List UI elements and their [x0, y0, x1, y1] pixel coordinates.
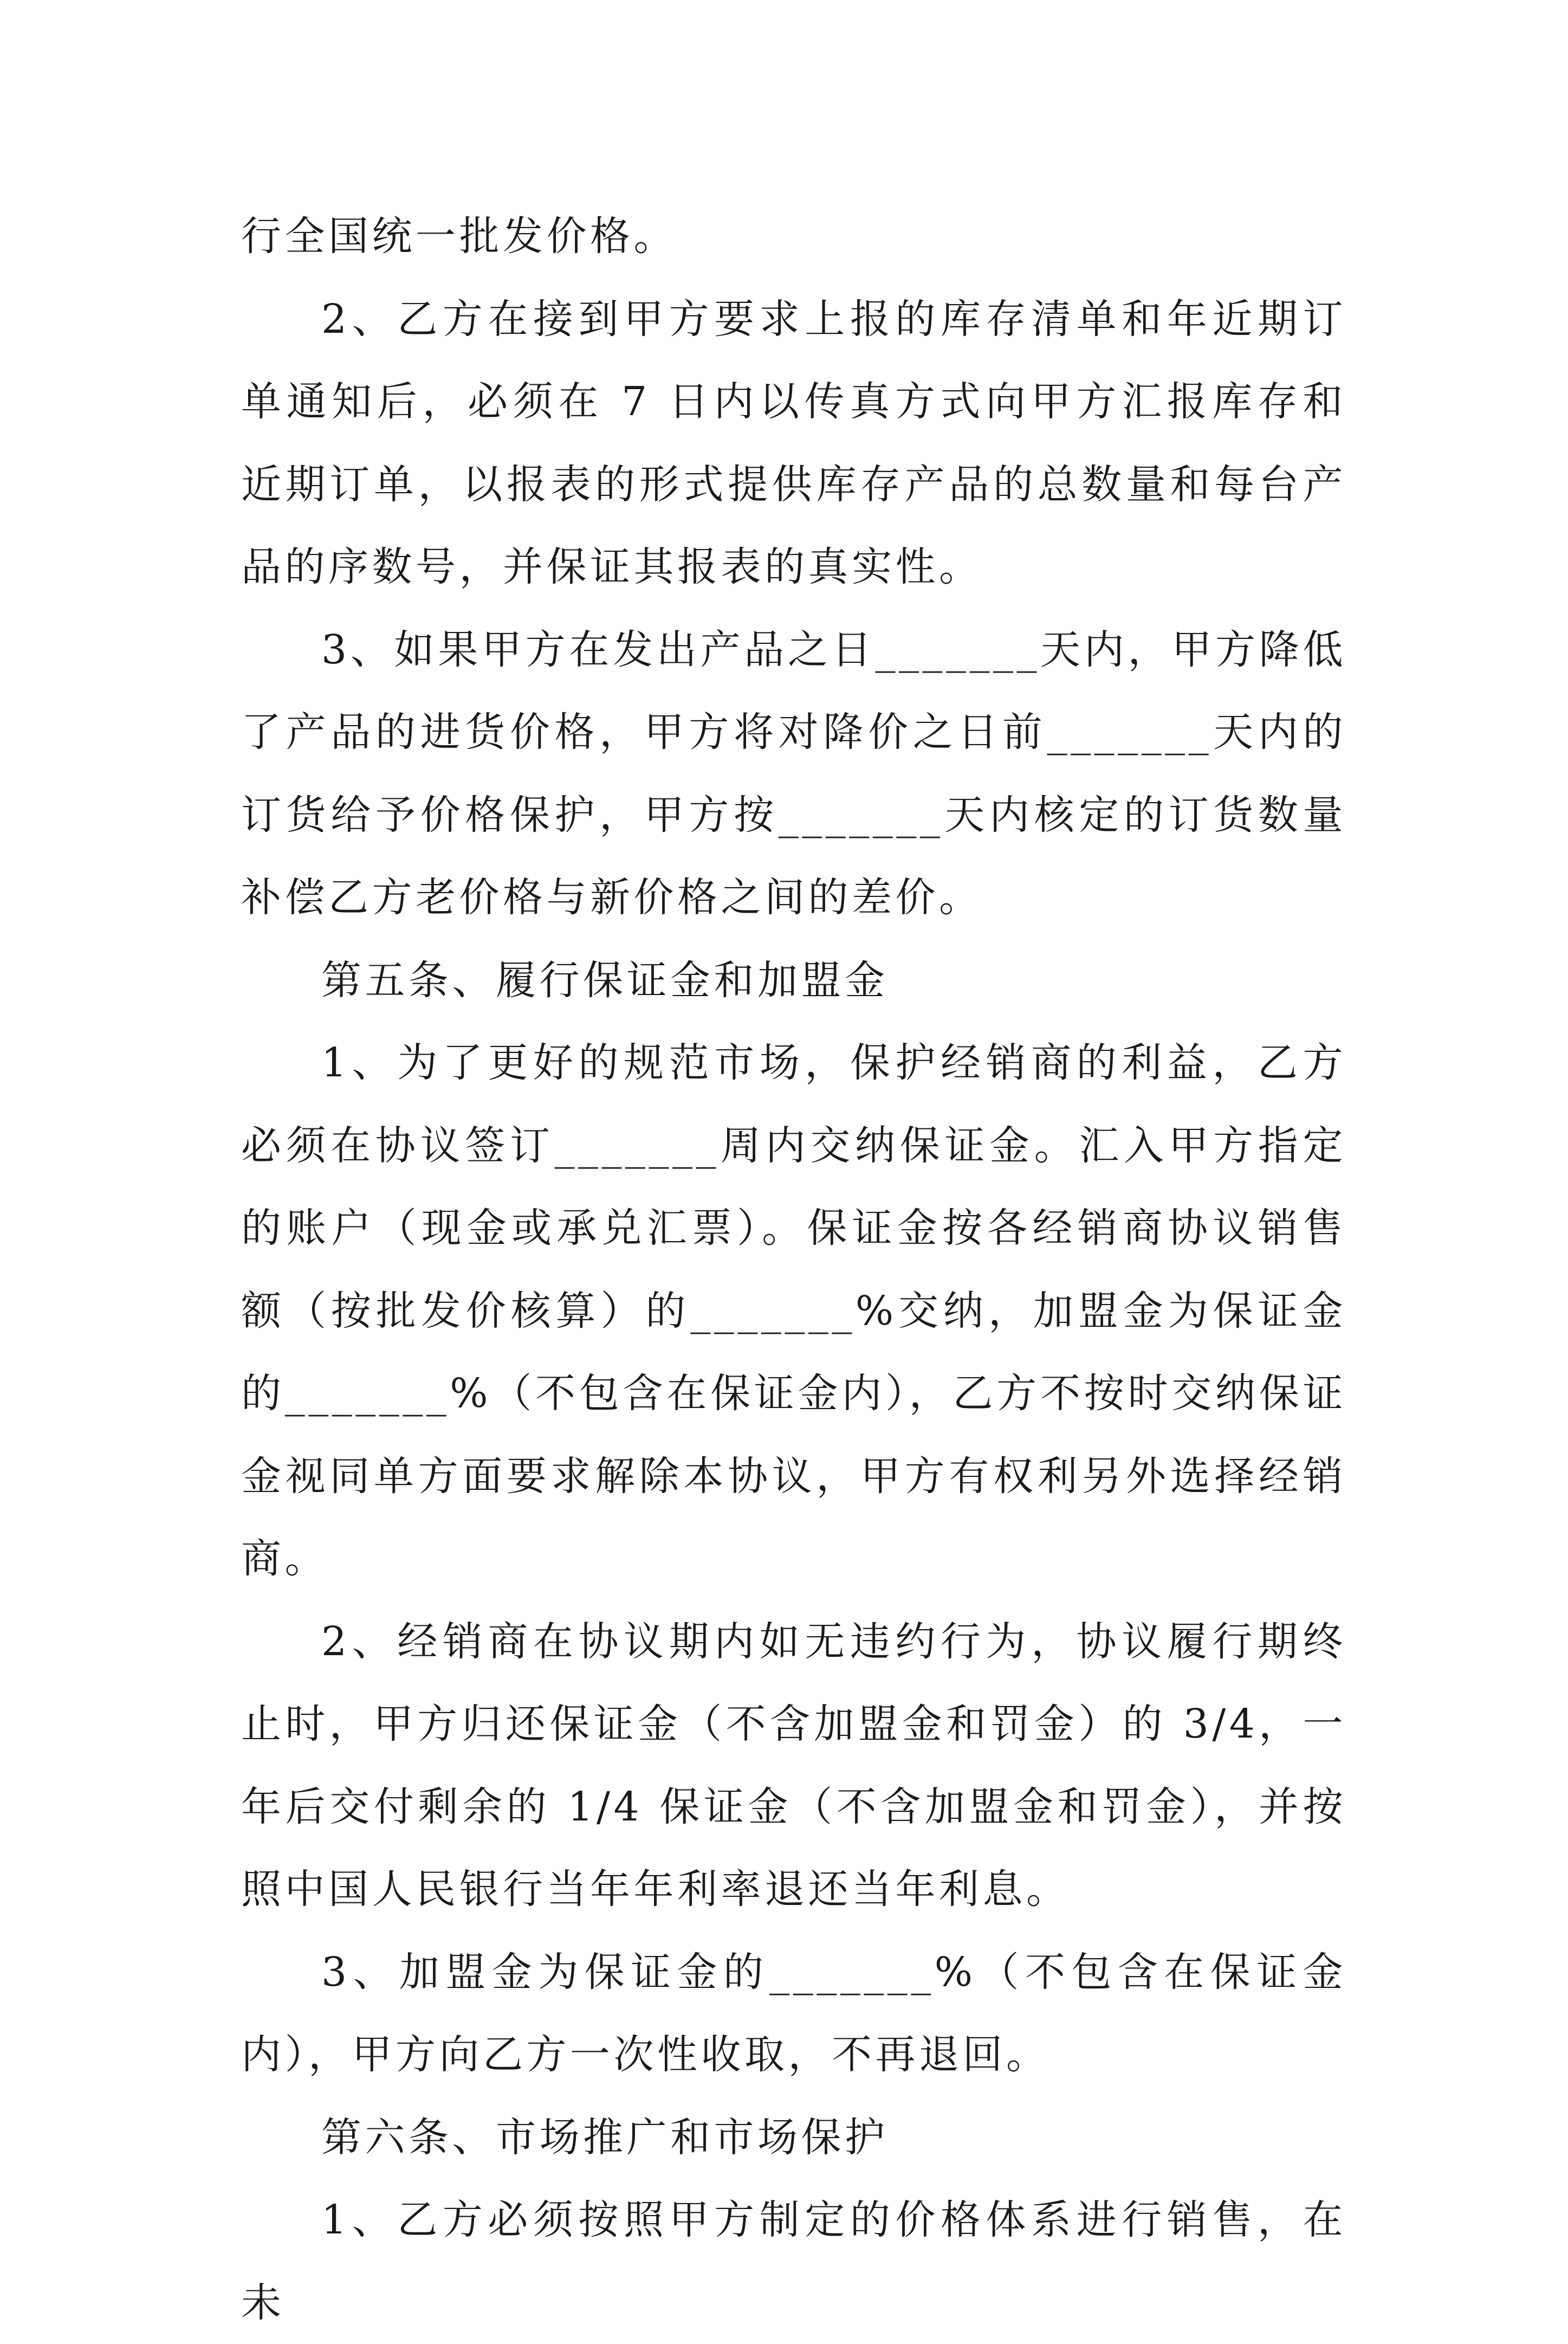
section-heading-article-5: 第五条、履行保证金和加盟金 — [321, 957, 889, 1004]
paragraph-clause-2: 2、乙方在接到甲方要求上报的库存清单和年近期订单通知后，必须在 7 日内以传真方式向甲方汇报库存和近期订单，以报表的形式提供库存产品的总数量和每台产品的序数号，并保证其报表的真实性。 — [241, 295, 1346, 590]
paragraph-article-5-clause-2: 2、经销商在协议期内如无违约行为，协议履行期终止时，甲方归还保证金（不含加盟金和罚金）的 3/4，一年后交付剩余的 1/4 保证金（不含加盟金和罚金），并按照中国人民银行当年年利率退还当年利息。 — [241, 1618, 1346, 1913]
section-heading-article-6: 第六条、市场推广和市场保护 — [321, 2114, 889, 2161]
paragraph-clause-3: 3、如果甲方在发出产品之日_______天内，甲方降低了产品的进货价格，甲方将对降价之日前_______天内的订货给予价格保护，甲方按_______天内核定的订货数量补偿乙方老价格与新价格之间的差价。 — [241, 626, 1346, 921]
paragraph-article-6-clause-1: 1、乙方必须按照甲方制定的价格体系进行销售，在未 — [241, 2197, 1346, 2326]
paragraph-article-5-clause-3: 3、加盟金为保证金的_______%（不包含在保证金内），甲方向乙方一次性收取，不再退回。 — [241, 1948, 1346, 2078]
document-body — [241, 195, 1346, 2344]
paragraph-article-5-clause-1: 1、为了更好的规范市场，保护经销商的利益，乙方必须在协议签订_______周内交纳保证金。汇入甲方指定的账户（现金或承兑汇票）。保证金按各经销商协议销售额（按批发价核算）的_______%交纳，加盟金为保证金的_______%（不包含在保证金内），乙方不按时交纳保证金视同单方面要求解除本协议，甲方有权利另外选择经销商。 — [241, 1039, 1346, 1582]
paragraph-continuation: 行全国统一批发价格。 — [241, 213, 677, 260]
